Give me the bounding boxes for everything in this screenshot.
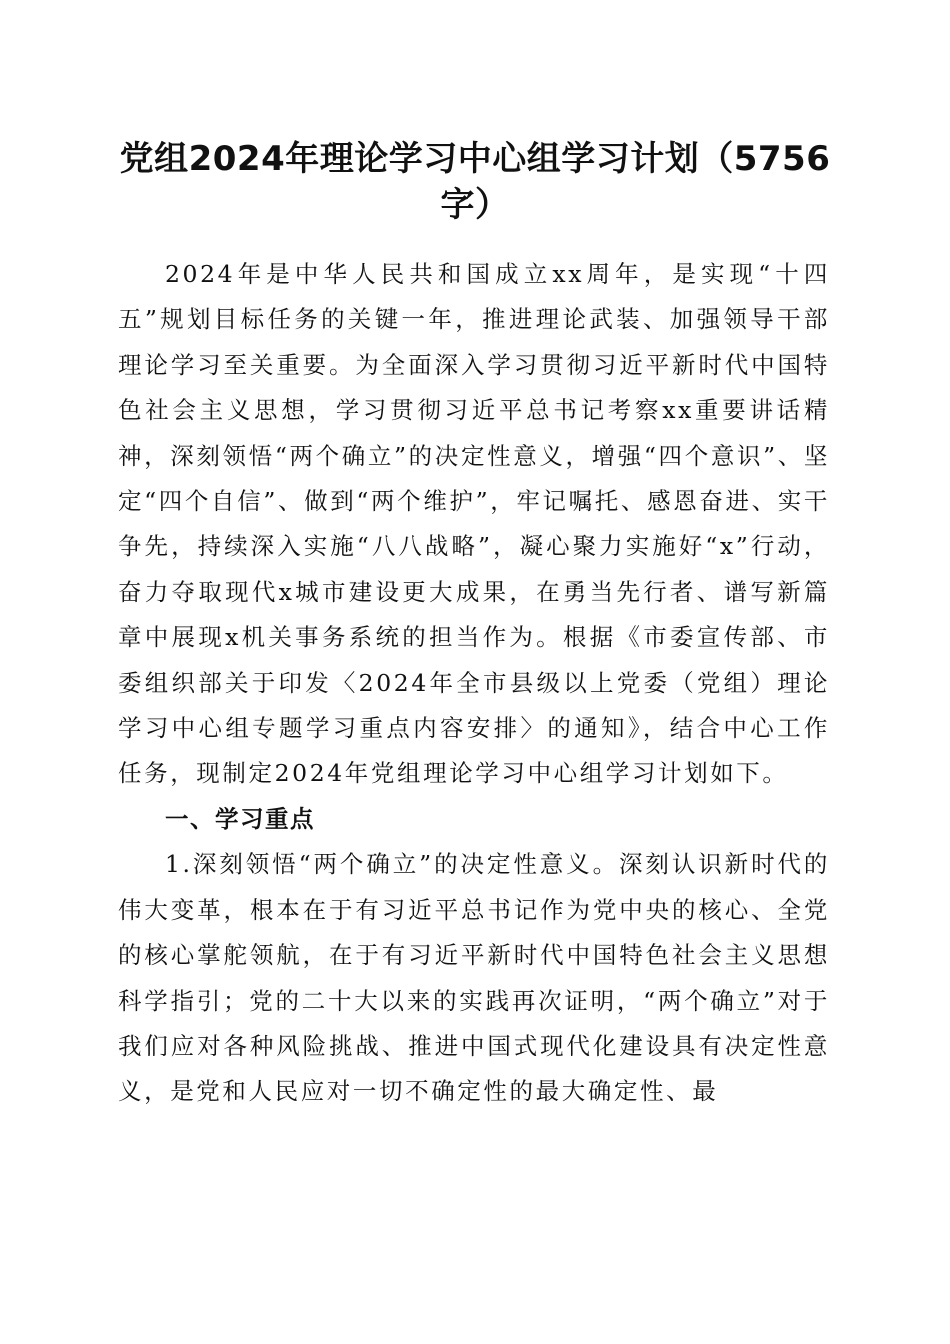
document-title: 党组2024年理论学习中心组学习计划（5756字）	[119, 139, 831, 225]
list-item-paragraph: 1.深刻领悟“两个确立”的决定性意义。深刻认识新时代的伟大变革，根本在于有习近平总书记作为党中央的核心、全党的核心掌舵领航，在于有习近平新时代中国特色社会主义思想科学指引；党的二十大以来的实践再次证明，“两个确立”对于我们应对各种风险挑战、推进中国式现代化建设具有决定性意义，是党和人民应对一切不确定性的最大确定性、最	[118, 850, 830, 1106]
intro-paragraph: 2024年是中华人民共和国成立xx周年，是实现“十四五”规划目标任务的关键一年，推进理论武装、加强领导干部理论学习至关重要。为全面深入学习贯彻习近平新时代中国特色社会主义思想，学习贯彻习近平总书记考察xx重要讲话精神，深刻领悟“两个确立”的决定性意义，增强“四个意识”、坚定“四个自信”、做到“两个维护”，牢记嘱托、感恩奋进、实干争先，持续深入实施“八八战略”，凝心聚力实施好“x”行动，奋力夺取现代x城市建设更大成果，在勇当先行者、谱写新篇章中展现x机关事务系统的担当作为。根据《市委宣传部、市委组织部关于印发〈2024年全市县级以上党委（党组）理论学习中心组专题学习重点内容安排〉的通知》，结合中心工作任务，现制定2024年党组理论学习中心组学习计划如下。	[118, 260, 830, 788]
document-body	[118, 252, 830, 1115]
section-heading-study-focus: 一、学习重点	[165, 804, 315, 833]
